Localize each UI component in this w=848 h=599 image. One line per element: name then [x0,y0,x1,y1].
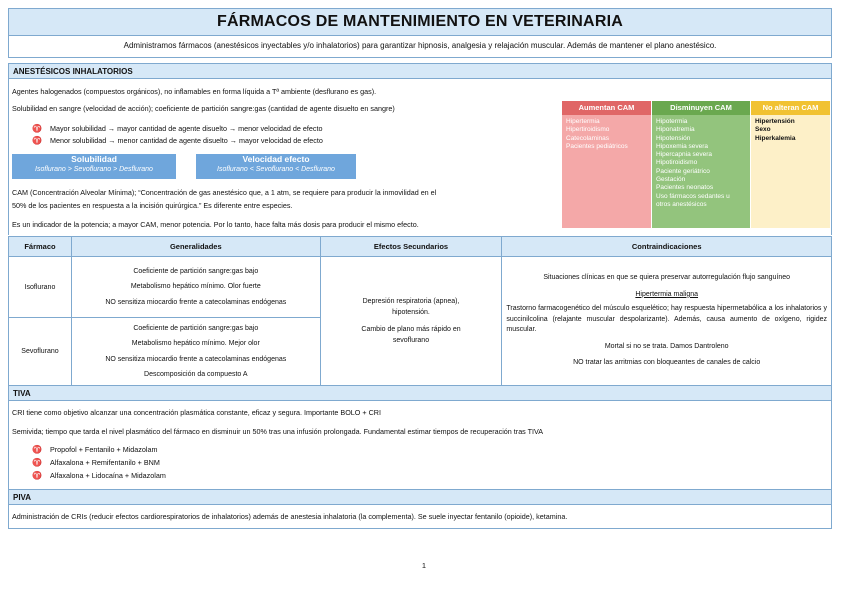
table-header-row [9,237,832,257]
table-row [9,257,832,318]
list-item: Hiponatremia [656,126,695,134]
divider [8,79,9,235]
cam-disminuyen-header: Disminuyen CAM [652,101,750,115]
cam-no-alteran-header: No alteran CAM [751,101,830,115]
list-item: Hipertiroidismo [566,126,610,134]
velocidad-box [196,154,356,179]
velocidad-title: Velocidad efecto [242,154,310,164]
section-heading-piva: PIVA [8,489,832,505]
list-item: Sexo [755,126,771,134]
list-item: Coeficiente de partición sangre:gas bajo [133,267,259,275]
list-item: Hipertensión [755,118,795,125]
column-header: Contraindicaciones [502,237,832,257]
page-number: 1 [421,561,427,570]
text-paragraph: Trastorno farmacogenético del músculo esquelético; hay respuesta hipermetabólica a los inhalatorios y succinilcolina (relajante muscular despolarizante). Además, causa aumento de oxígeno, rigidez muscular. [506,305,827,334]
list-item: Hiperkalemia [755,134,796,142]
list-item: Paciente geriátrico [656,167,710,175]
list-item: Coeficiente de partición sangre:gas bajo [133,324,259,332]
page-title: FÁRMACOS DE MANTENIMIENTO EN VETERINARIA [8,8,832,36]
goblet-bullet-icon: ♈ [32,471,42,480]
text-line: Situaciones clínicas en que se quiera preservar autorregulación flujo sanguíneo [543,274,791,282]
solubilidad-title: Solubilidad [71,154,117,164]
page-subtitle: Administramos fármacos (anestésicos inyectables y/o inhalatorios) para garantizar hipnosis, analgesia y relajación muscular. Además de mantener el plano anestésico. [8,35,832,58]
goblet-bullet-icon: ♈ [32,445,42,454]
text-line: sevoflurano [392,337,430,344]
list-item: Gestación [656,176,686,184]
text-line: Cambio de plano más rápido en [361,326,461,333]
drug-table [8,236,832,386]
cam-aumentan-header: Aumentan CAM [562,101,651,115]
list-item: Catecolaminas [566,134,609,142]
cam-no-alteran-list [751,115,830,146]
divider [831,79,832,235]
list-item: Pacientes neonatos [656,184,714,192]
cam-aumentan-column [562,101,651,228]
text-line: Mortal si no se trata. Damos Dantroleno [604,342,729,350]
list-item: ♈ Alfaxalona + Lidocaína + Midazolam [32,471,166,480]
goblet-bullet-icon: ♈ [32,458,42,467]
column-header: Efectos Secundarios [320,237,502,257]
list-item: Hipotiroidismo [656,159,698,167]
list-item: Hipertermia [566,118,600,125]
text-line: hipotensión. [392,309,430,316]
text-line: CRI tiene como objetivo alcanzar una concentración plasmática constante, eficaz y segura. Importante BOLO + CRI [12,408,381,417]
column-header: Fármaco [9,237,72,257]
solubilidad-box [12,154,176,179]
text-line: Semivida; tiempo que tarda el nivel plasmático del fármaco en disminuir un 50% tras una infusión prolongada. Fundamental estimar tiempos de recuperación tras TIVA [12,427,544,436]
list-item: Hipotermia [656,118,688,125]
list-item: otros anestésicos [656,200,707,208]
list-item: ♈ Mayor solubilidad → mayor cantidad de agente disuelto → menor velocidad de efecto [32,124,323,133]
list-item: Pacientes pediátricos [566,142,628,150]
divider [831,401,832,489]
generalidades-cell [71,257,320,318]
column-header: Generalidades [71,237,320,257]
list-item: ♈ Menor solubilidad → menor cantidad de agente disuelto → mayor velocidad de efecto [32,136,323,145]
text-line: Depresión respiratoria (apnea), [362,298,460,305]
cam-potency-line: Es un indicador de la potencia; a mayor CAM, menor potencia. Por lo tanto, hace falta más dosis para producir el mismo efecto. [12,220,419,229]
list-item: NO sensitiza miocardio frente a catecolaminas endógenas [105,355,287,363]
list-item: ♈ Propofol + Fentanilo + Midazolam [32,445,158,454]
generalidades-cell [71,318,320,386]
text-line: Solubilidad en sangre (velocidad de acción); coeficiente de partición sangre:gas (cantidad de agente disuelto en sangre) [12,104,395,113]
divider [8,528,832,529]
solubilidad-order: Isoflurano > Sevoflurano > Desflurano [35,166,153,173]
list-item: Hipoxemia severa [656,142,709,150]
cam-definition-line: 50% de los pacientes en respuesta a la incisión quirúrgica.” Es diferente entre especies. [12,201,293,210]
list-item: NO sensitiza miocardio frente a catecolaminas endógenas [105,298,287,306]
divider [8,505,9,528]
list-item: Metabolismo hepático mínimo. Olor fuerte [130,283,261,291]
text-line: Agentes halogenados (compuestos orgánicos), no inflamables en forma líquida a Tª ambiente (desflurano es gas). [12,87,377,96]
divider [8,401,9,489]
cam-no-alteran-column [751,101,830,228]
list-item: ♈ Alfaxalona + Remifentanilo + BNM [32,458,160,467]
goblet-bullet-icon: ♈ [32,136,42,145]
text-line: NO tratar las arritmias con bloqueantes de canales de calcio [573,359,761,367]
cam-definition-line: CAM (Concentración Alveolar Mínima); “Concentración de gas anestésico que, a 1 atm, se requiere para producir la inmovilidad en el [12,188,437,197]
section-heading-tiva: TIVA [8,385,832,401]
text-line: Administración de CRIs (reducir efectos cardiorespiratorios de inhalatorios) además de anestesia inhalatoria (la complementa). Se suele inyectar fentanilo (opioide), ketamina. [12,512,568,521]
divider [831,505,832,528]
cam-disminuyen-list [652,115,750,227]
efectos-cell [320,257,502,386]
farmaco-cell: Sevoflurano [9,318,72,386]
list-item: Descomposición da compuesto A [144,371,248,378]
cam-disminuyen-column [652,101,750,228]
contraindicaciones-cell [502,257,832,386]
farmaco-cell: Isoflurano [9,257,72,318]
list-item: Uso fármacos sedantes u [656,192,730,200]
list-item: Metabolismo hepático mínimo. Mejor olor [131,340,260,347]
goblet-bullet-icon: ♈ [32,124,42,133]
cam-aumentan-list [562,115,651,154]
list-item: Hipercapnia severa [656,151,713,159]
hipertermia-heading: Hipertermia maligna [635,290,699,298]
velocidad-order: Isoflurano < Sevoflurano < Desflurano [217,166,335,173]
list-item: Hipotensión [656,134,691,142]
section-heading-inhalatorios: ANESTÉSICOS INHALATORIOS [8,63,832,79]
